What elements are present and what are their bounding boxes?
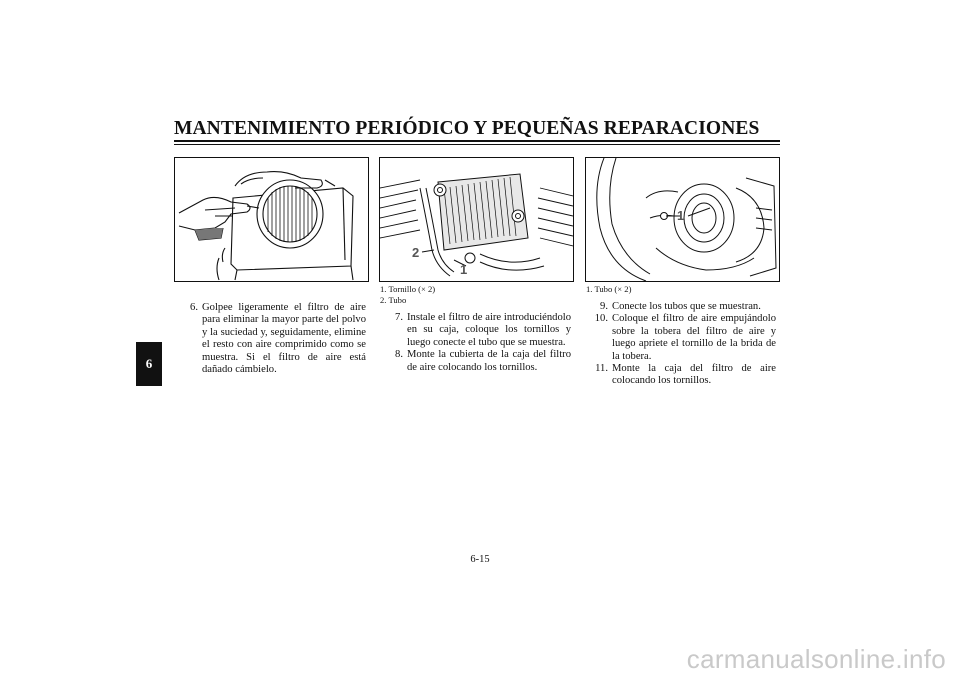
filter-installation-illustration: [380, 158, 573, 281]
step-item: [590, 301, 776, 313]
steps-column-1: [180, 302, 366, 376]
figure-3-captions: [586, 284, 631, 295]
step-item: [590, 313, 776, 363]
step-text: Monte la caja del filtro de aire colocando los tornillos.: [612, 363, 776, 387]
steps-column-2: [385, 312, 571, 374]
page-number: 6-15: [470, 554, 490, 565]
figure-2-captions: [380, 284, 435, 306]
callout-1: 1: [460, 262, 468, 277]
header-rule: [174, 140, 780, 142]
caption-item: 1. Tubo (× 2): [586, 284, 632, 294]
caption-item: 1. Tornillo (× 2): [380, 284, 436, 294]
step-number: 10.: [594, 313, 608, 325]
tube-connection-illustration: [586, 158, 779, 281]
callout-1: 1: [677, 208, 685, 223]
chapter-tab-label: 6: [145, 356, 153, 371]
step-number: 9.: [600, 301, 608, 312]
step-text: Monte la cubierta de la caja del filtro de aire colocando los tornillos.: [407, 349, 571, 373]
step-item: [385, 312, 571, 349]
step-text: Instale el filtro de aire introduciéndolo en su caja, coloque los tornillos y luego conecte el tubo que se muestra.: [407, 312, 571, 348]
figure-tube-connection: [585, 157, 780, 282]
watermark-text: carmanualsonline.info: [686, 644, 946, 674]
figure-filter-installation: [379, 157, 574, 282]
step-number: 6.: [190, 302, 198, 313]
step-text: Golpee ligeramente el filtro de aire para eliminar la mayor parte del polvo y la suciedad y, seguidamente, elimine el resto con aire comprimido como se muestra. Si el filtro de aire está dañado cámbielo.: [202, 302, 366, 376]
header-rule-thin: [174, 144, 780, 145]
step-item: [590, 363, 776, 388]
step-number: 8.: [395, 349, 403, 361]
page-title: MANTENIMIENTO PERIÓDICO Y PEQUEÑAS REPARACIONES: [174, 118, 760, 139]
caption-item: 2. Tubo: [380, 295, 407, 305]
step-number: 7.: [395, 312, 403, 323]
steps-column-3: [590, 301, 776, 388]
step-item: [180, 302, 366, 376]
air-filter-cleaning-illustration: [175, 158, 368, 281]
chapter-tab: [136, 342, 162, 386]
step-item: [385, 349, 571, 374]
step-number: 11.: [595, 363, 608, 375]
step-text: Coloque el filtro de aire empujándolo sobre la tobera del filtro de aire y luego apriete el tornillo de la brida de la tobera.: [612, 313, 776, 362]
callout-2: 2: [412, 245, 420, 260]
step-text: Conecte los tubos que se muestran.: [612, 301, 761, 312]
figure-air-filter-cleaning: [174, 157, 369, 282]
